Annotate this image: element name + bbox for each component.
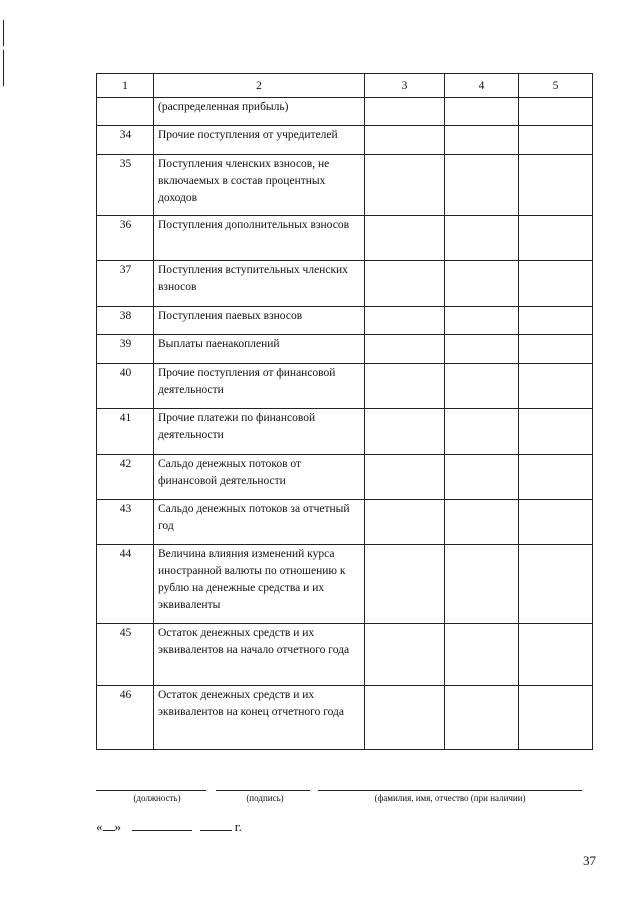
value-cell-col4[interactable] (445, 98, 519, 126)
table-row (97, 545, 593, 624)
date-open-quote: « (96, 819, 103, 834)
column-header: 2 (154, 74, 365, 98)
value-cell-col5[interactable] (519, 307, 593, 335)
row-label: Остаток денежных средств и их эквивалентов на конец отчетного года (154, 686, 365, 750)
value-cell-col3[interactable] (365, 126, 445, 155)
row-label: Величина влияния изменений курса иностранной валюты по отношению к рублю на денежные средства и их эквиваленты (154, 545, 365, 624)
row-label: Сальдо денежных потоков за отчетный год (154, 500, 365, 545)
value-cell-col3[interactable] (365, 409, 445, 455)
row-label: Сальдо денежных потоков от финансовой деятельности (154, 455, 365, 500)
month-blank[interactable] (132, 830, 192, 831)
row-number: 46 (97, 686, 154, 750)
value-cell-col4[interactable] (445, 545, 519, 624)
table-header-row (97, 74, 593, 98)
value-cell-col3[interactable] (365, 216, 445, 261)
value-cell-col5[interactable] (519, 216, 593, 261)
full-name-label: (фамилия, имя, отчество (при наличии) (374, 793, 526, 803)
table-row (97, 126, 593, 155)
value-cell-col3[interactable] (365, 624, 445, 686)
value-cell-col5[interactable] (519, 624, 593, 686)
value-cell-col5[interactable] (519, 126, 593, 155)
value-cell-col5[interactable] (519, 98, 593, 126)
row-number: 42 (97, 455, 154, 500)
value-cell-col5[interactable] (519, 409, 593, 455)
row-number: 43 (97, 500, 154, 545)
value-cell-col3[interactable] (365, 98, 445, 126)
row-label: Поступления паевых взносов (154, 307, 365, 335)
table-row (97, 216, 593, 261)
value-cell-col4[interactable] (445, 261, 519, 307)
position-line[interactable] (96, 790, 206, 791)
row-number: 38 (97, 307, 154, 335)
column-header: 4 (445, 74, 519, 98)
value-cell-col3[interactable] (365, 335, 445, 364)
margin-mark (3, 20, 4, 46)
value-cell-col4[interactable] (445, 307, 519, 335)
value-cell-col5[interactable] (519, 261, 593, 307)
value-cell-col3[interactable] (365, 500, 445, 545)
row-number (97, 98, 154, 126)
value-cell-col4[interactable] (445, 335, 519, 364)
value-cell-col5[interactable] (519, 545, 593, 624)
row-number: 36 (97, 216, 154, 261)
column-header: 3 (365, 74, 445, 98)
signature-line[interactable] (216, 790, 310, 791)
margin-mark (3, 50, 4, 86)
row-label: Остаток денежных средств и их эквивалентов на начало отчетного года (154, 624, 365, 686)
table-row (97, 624, 593, 686)
column-header: 1 (97, 74, 154, 98)
row-label: Прочие платежи по финансовой деятельности (154, 409, 365, 455)
column-header: 5 (519, 74, 593, 98)
row-number: 34 (97, 126, 154, 155)
table-row (97, 500, 593, 545)
page-number: 37 (583, 853, 596, 868)
row-number: 39 (97, 335, 154, 364)
value-cell-col4[interactable] (445, 155, 519, 216)
value-cell-col4[interactable] (445, 126, 519, 155)
signature-label: (подпись) (246, 793, 284, 803)
row-number: 45 (97, 624, 154, 686)
row-label: Поступления членских взносов, не включаемых в состав процентных доходов (154, 155, 365, 216)
cash-flow-table (96, 73, 593, 750)
date-close-quote: » (114, 819, 121, 834)
value-cell-col3[interactable] (365, 155, 445, 216)
value-cell-col5[interactable] (519, 155, 593, 216)
value-cell-col3[interactable] (365, 686, 445, 750)
value-cell-col4[interactable] (445, 500, 519, 545)
table-row (97, 307, 593, 335)
table-row (97, 364, 593, 409)
table-row (97, 261, 593, 307)
value-cell-col3[interactable] (365, 364, 445, 409)
value-cell-col3[interactable] (365, 545, 445, 624)
row-label: Поступления дополнительных взносов (154, 216, 365, 261)
value-cell-col5[interactable] (519, 455, 593, 500)
value-cell-col4[interactable] (445, 409, 519, 455)
row-number: 37 (97, 261, 154, 307)
year-blank[interactable] (200, 830, 232, 831)
value-cell-col4[interactable] (445, 686, 519, 750)
value-cell-col5[interactable] (519, 364, 593, 409)
value-cell-col4[interactable] (445, 455, 519, 500)
row-number: 44 (97, 545, 154, 624)
value-cell-col5[interactable] (519, 686, 593, 750)
position-label: (должность) (133, 793, 181, 803)
full-name-line[interactable] (318, 790, 582, 791)
value-cell-col3[interactable] (365, 261, 445, 307)
day-blank[interactable] (103, 830, 115, 831)
table-row (97, 335, 593, 364)
table-row (97, 455, 593, 500)
table-row (97, 155, 593, 216)
year-suffix: г. (234, 819, 242, 834)
value-cell-col3[interactable] (365, 307, 445, 335)
row-label: Прочие поступления от учредителей (154, 126, 365, 155)
row-number: 40 (97, 364, 154, 409)
row-label: Поступления вступительных членских взносов (154, 261, 365, 307)
value-cell-col4[interactable] (445, 216, 519, 261)
row-number: 35 (97, 155, 154, 216)
row-label: Прочие поступления от финансовой деятельности (154, 364, 365, 409)
value-cell-col4[interactable] (445, 624, 519, 686)
value-cell-col5[interactable] (519, 335, 593, 364)
table-row (97, 409, 593, 455)
value-cell-col5[interactable] (519, 500, 593, 545)
row-label: (распределенная прибыль) (154, 98, 365, 126)
row-number: 41 (97, 409, 154, 455)
table-row (97, 686, 593, 750)
value-cell-col4[interactable] (445, 364, 519, 409)
value-cell-col3[interactable] (365, 455, 445, 500)
row-label: Выплаты паенакоплений (154, 335, 365, 364)
table-row (97, 98, 593, 126)
date-line (96, 819, 242, 835)
